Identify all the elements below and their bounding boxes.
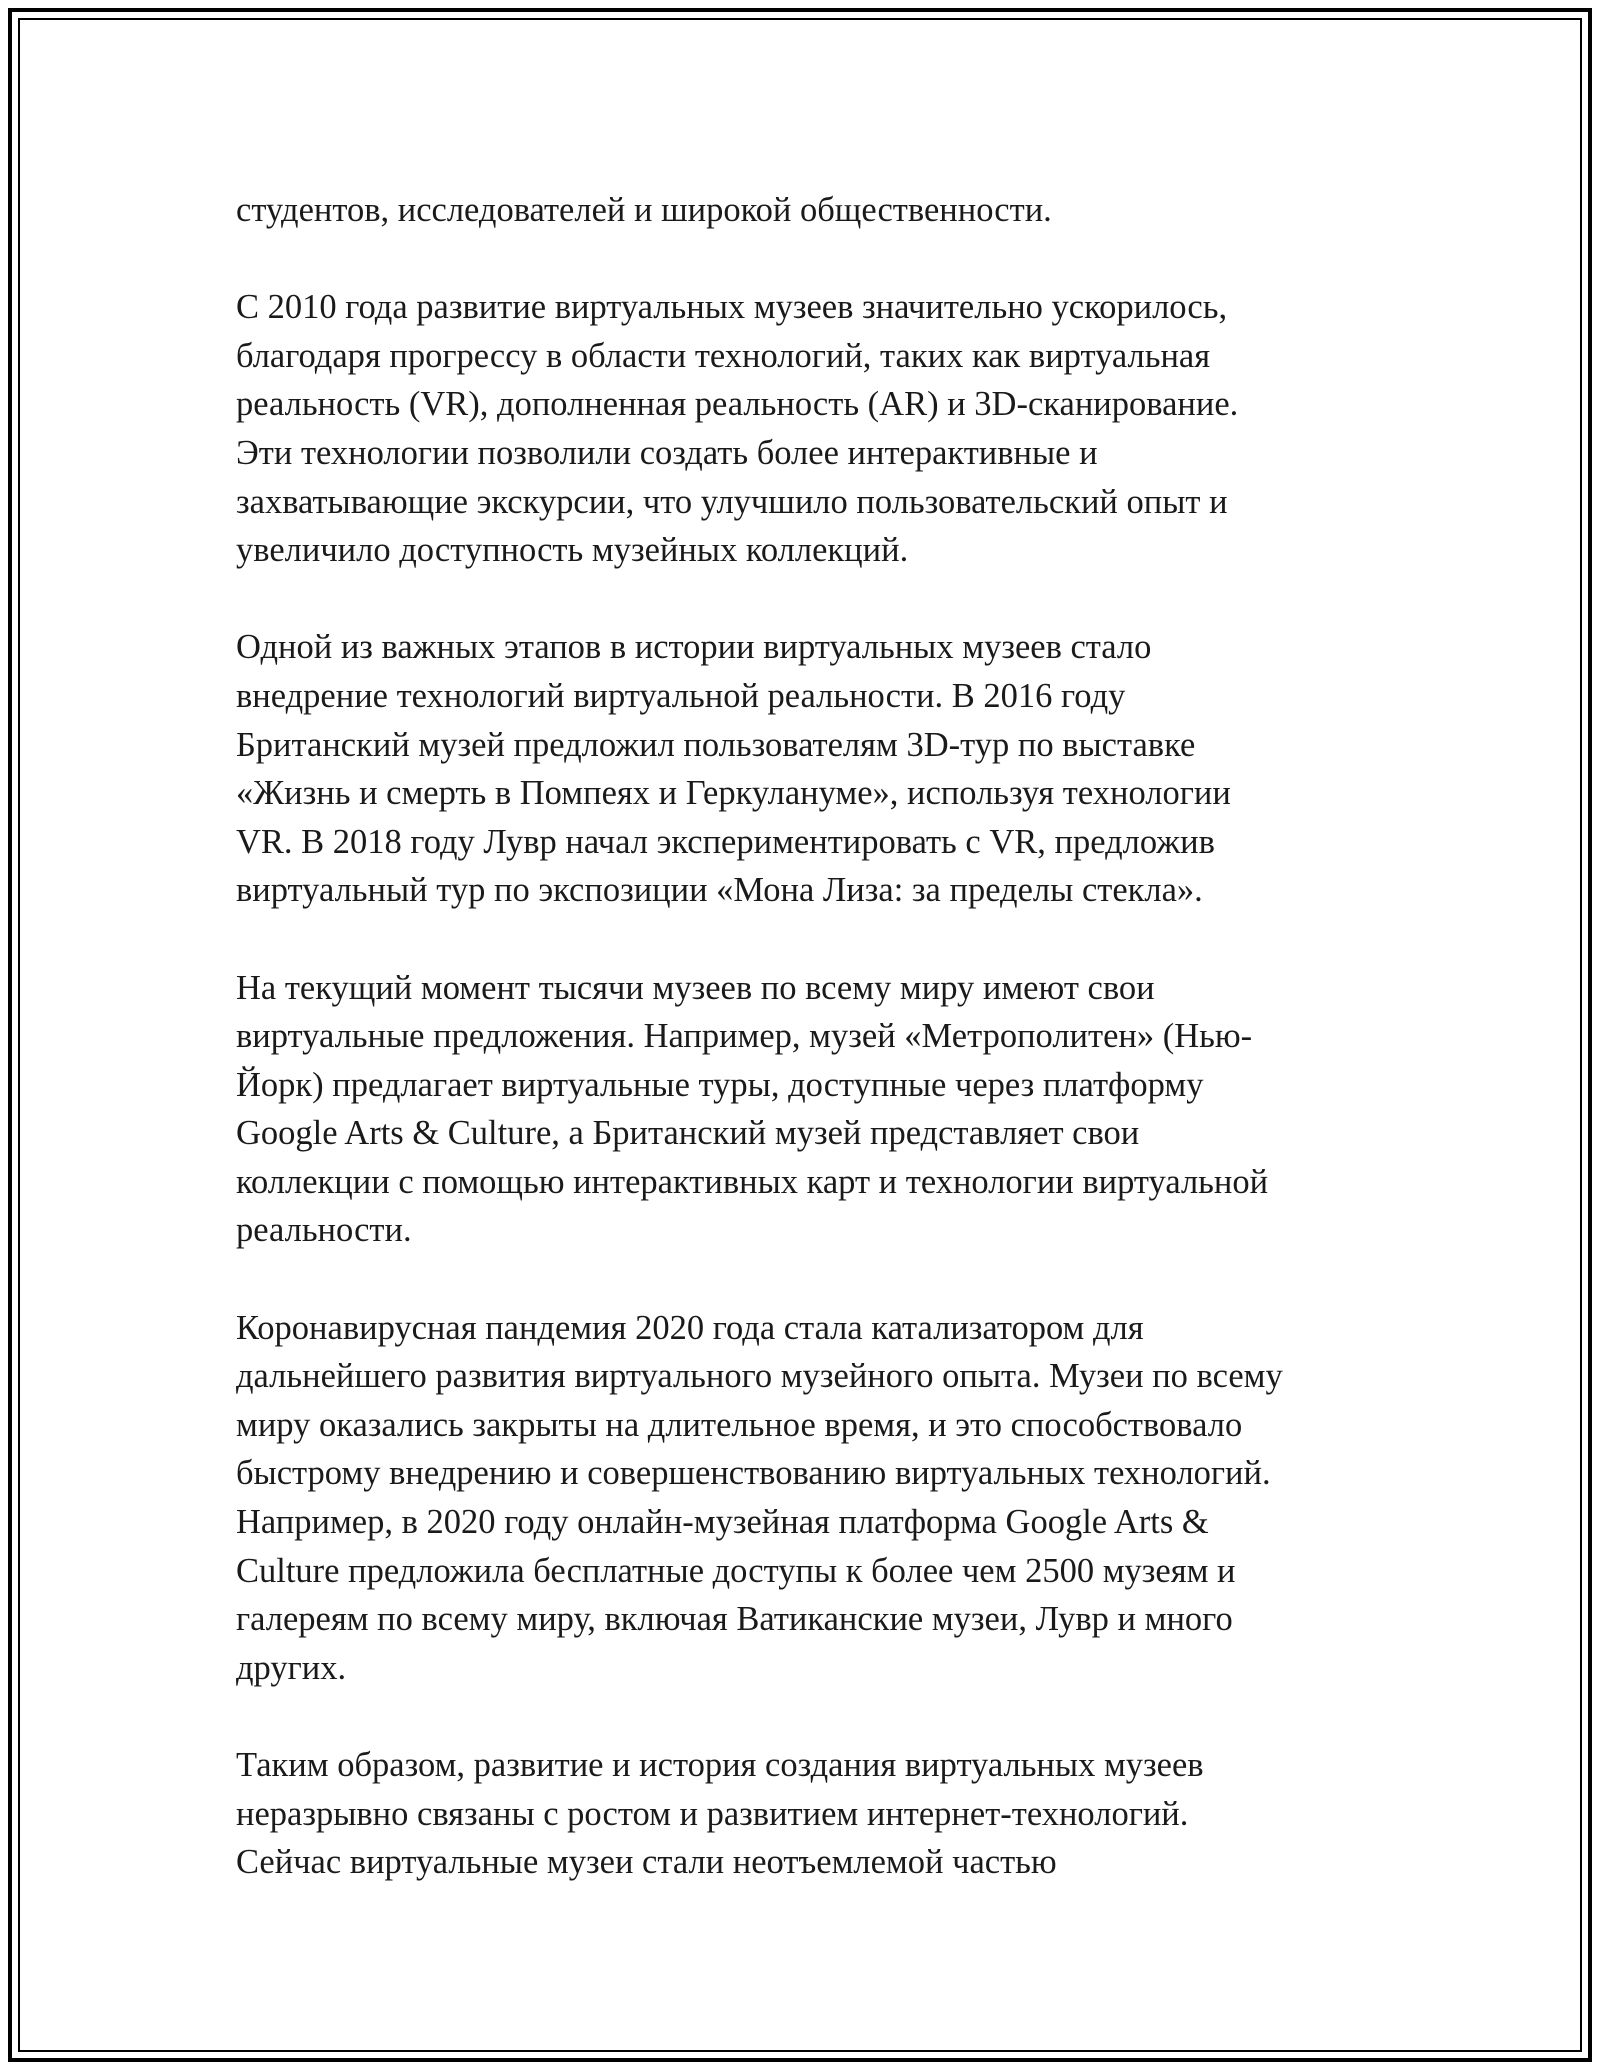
- paragraph-6: [236, 1741, 1376, 1887]
- text-line: виртуальный тур по экспозиции «Мона Лиза: за пределы стекла».: [236, 871, 1203, 910]
- text-line: внедрение технологий виртуальной реальности. В 2016 году: [236, 676, 1126, 715]
- text-line: неразрывно связаны с ростом и развитием интернет-технологий.: [236, 1794, 1189, 1833]
- text-line: Коронавирусная пандемия 2020 года стала катализатором для: [236, 1308, 1144, 1347]
- text-line: Британский музей предложил пользователям 3D-тур по выставке: [236, 725, 1196, 764]
- paragraph-1: [236, 186, 1376, 235]
- text-line: Одной из важных этапов в истории виртуальных музеев стало: [236, 628, 1152, 667]
- text-line: реальности.: [236, 1211, 412, 1250]
- text-line: увеличило доступность музейных коллекций.: [236, 531, 909, 570]
- text-line: Например, в 2020 году онлайн-музейная платформа Google Arts &: [236, 1503, 1209, 1542]
- paragraph-3: [236, 623, 1376, 915]
- text-line: Эти технологии позволили создать более интерактивные и: [236, 433, 1098, 472]
- text-line: других.: [236, 1648, 347, 1687]
- text-line: реальность (VR), дополненная реальность (AR) и 3D-сканирование.: [236, 385, 1239, 424]
- text-line: VR. В 2018 году Лувр начал экспериментировать с VR, предложив: [236, 822, 1215, 861]
- text-line: Йорк) предлагает виртуальные туры, доступные через платформу: [236, 1065, 1204, 1104]
- text-line: На текущий момент тысячи музеев по всему миру имеют свои: [236, 968, 1155, 1007]
- text-line: быстрому внедрению и совершенствованию виртуальных технологий.: [236, 1454, 1271, 1493]
- text-line: коллекции с помощью интерактивных карт и технологии виртуальной: [236, 1162, 1269, 1201]
- text-line: Сейчас виртуальные музеи стали неотъемлемой частью: [236, 1843, 1057, 1882]
- text-line: виртуальные предложения. Например, музей «Метрополитен» (Нью-: [236, 1017, 1253, 1056]
- text-line: миру оказались закрыты на длительное время, и это способствовало: [236, 1405, 1243, 1444]
- text-line: Culture предложила бесплатные доступы к более чем 2500 музеям и: [236, 1551, 1236, 1590]
- text-line: Таким образом, развитие и история создания виртуальных музеев: [236, 1746, 1204, 1784]
- text-line: захватывающие экскурсии, что улучшило пользовательский опыт и: [236, 482, 1228, 521]
- paragraph-4: [236, 964, 1376, 1256]
- paragraph-2: [236, 283, 1376, 575]
- text-line: Google Arts & Culture, а Британский музей представляет свои: [236, 1114, 1140, 1153]
- document-body: [236, 186, 1376, 1935]
- text-line: благодаря прогрессу в области технологий, таких как виртуальная: [236, 336, 1211, 375]
- text-line: «Жизнь и смерть в Помпеях и Геркулануме», используя технологии: [236, 774, 1231, 813]
- text-line: дальнейшего развития виртуального музейного опыта. Музеи по всему: [236, 1357, 1283, 1396]
- text-line: С 2010 года развитие виртуальных музеев значительно ускорилось,: [236, 288, 1228, 327]
- text-line: студентов, исследователей и широкой общественности.: [236, 191, 1052, 229]
- text-line: галереям по всему миру, включая Ватиканские музеи, Лувр и много: [236, 1600, 1233, 1639]
- paragraph-5: [236, 1304, 1376, 1693]
